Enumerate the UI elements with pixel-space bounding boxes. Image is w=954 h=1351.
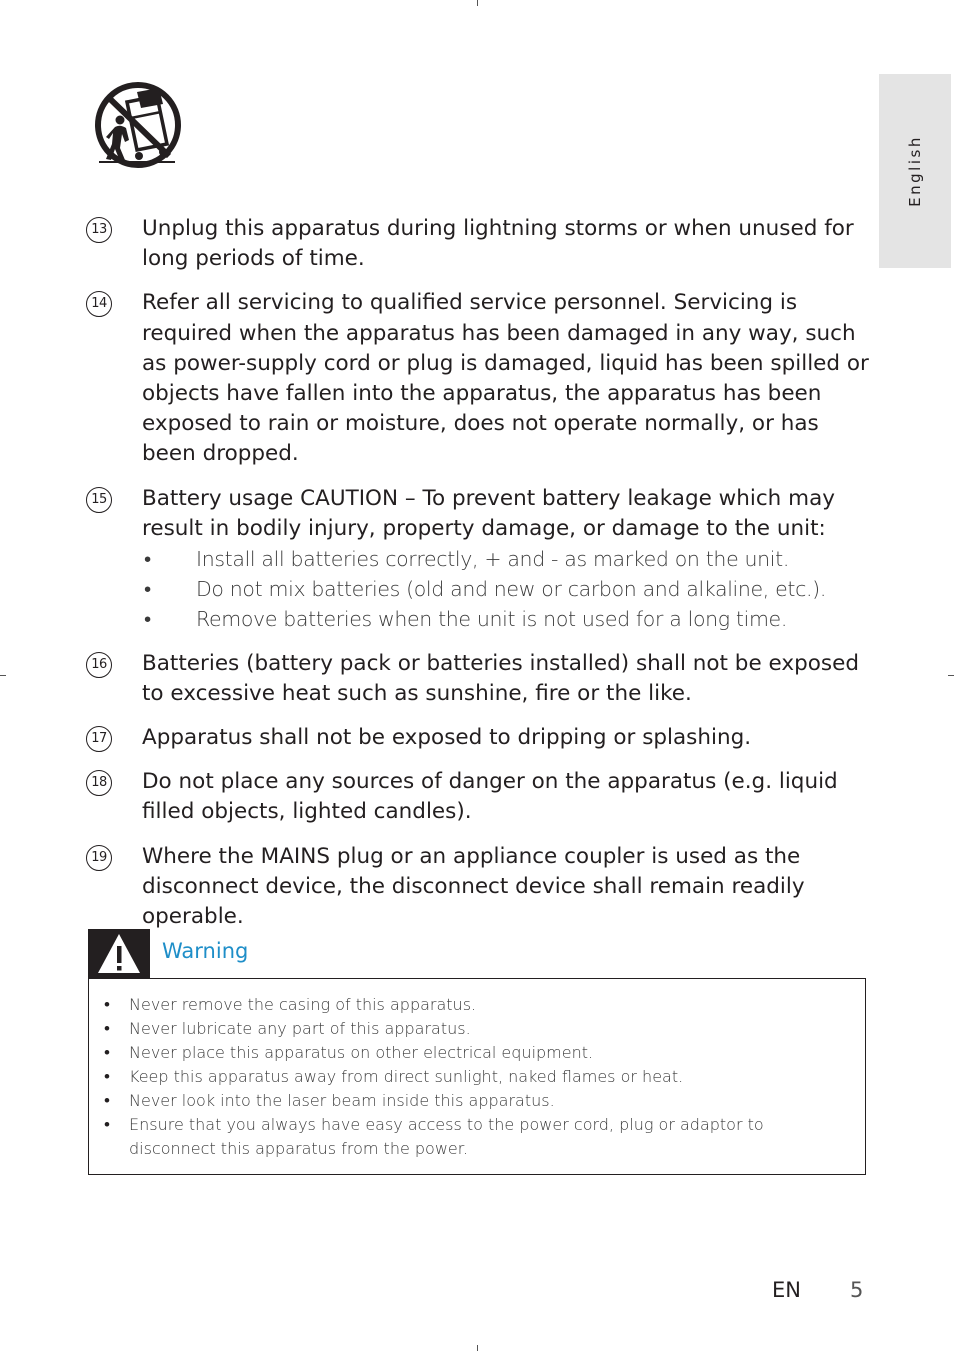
battery-bullet: • Do not mix batteries (old and new or carbon and alkaline, etc.). [142,574,876,604]
language-label: English [906,135,924,207]
footer-language-code: EN [772,1278,801,1302]
crop-mark [477,1345,478,1351]
cart-tip-over-icon [93,82,183,170]
item-number: 16 [86,652,112,678]
item-text: Unplug this apparatus during lightning storms or when unused for long periods of time. [142,216,854,272]
warning-title: Warning [162,939,249,963]
warning-item: • Never lubricate any part of this apparatus. [103,1017,845,1041]
warning-item: • Ensure that you always have easy access to the power cord, plug or adaptor to disconnect this apparatus from the power. [103,1113,845,1161]
item-text: Batteries (battery pack or batteries installed) shall not be exposed to excessive heat such as sunshine, fire or the like. [142,650,859,706]
item-number: 17 [86,726,112,752]
warning-item: • Never remove the casing of this apparatus. [103,993,845,1017]
safety-item [86,723,876,753]
safety-item [86,767,876,827]
warning-item: • Never look into the laser beam inside this apparatus. [103,1089,845,1113]
crop-mark [477,0,478,6]
warning-item: • Never place this apparatus on other electrical equipment. [103,1041,845,1065]
safety-item [86,214,876,274]
item-text: Where the MAINS plug or an appliance coupler is used as the disconnect device, the disconnect device shall remain readily operable. [142,843,805,930]
safety-instructions-list [86,214,876,946]
battery-bullets [142,544,876,635]
language-side-tab [879,74,951,268]
item-text: Apparatus shall not be exposed to dripping or splashing. [142,725,752,751]
safety-item [86,288,876,469]
crop-mark [0,675,6,676]
safety-item [86,484,876,635]
warning-triangle-icon [88,929,150,978]
item-text: Refer all servicing to qualified service personnel. Servicing is required when the apparatus has been damaged in any way, such as power-supply cord or plug is damaged, liquid has been spilled or objects have fallen into the apparatus, the apparatus has been exposed to rain or moisture, does not operate normally, or has been dropped. [142,290,869,467]
item-number: 18 [86,770,112,796]
battery-bullet: • Remove batteries when the unit is not used for a long time. [142,604,876,634]
item-text: Battery usage CAUTION – To prevent battery leakage which may result in bodily injury, property damage, or damage to the unit: [142,485,835,541]
warning-icon-box [88,929,150,978]
warning-item: • Keep this apparatus away from direct sunlight, naked flames or heat. [103,1065,845,1089]
safety-item [86,842,876,933]
crop-mark [948,675,954,676]
warning-box [88,978,866,1175]
item-number: 15 [86,487,112,513]
item-text: Do not place any sources of danger on the apparatus (e.g. liquid filled objects, lighted candles). [142,769,838,825]
item-number: 13 [86,217,112,243]
item-number: 14 [86,291,112,317]
battery-bullet: • Install all batteries correctly, + and - as marked on the unit. [142,544,876,574]
page-number: 5 [850,1278,864,1302]
safety-item [86,649,876,709]
warning-list [103,993,845,1161]
item-number: 19 [86,845,112,871]
